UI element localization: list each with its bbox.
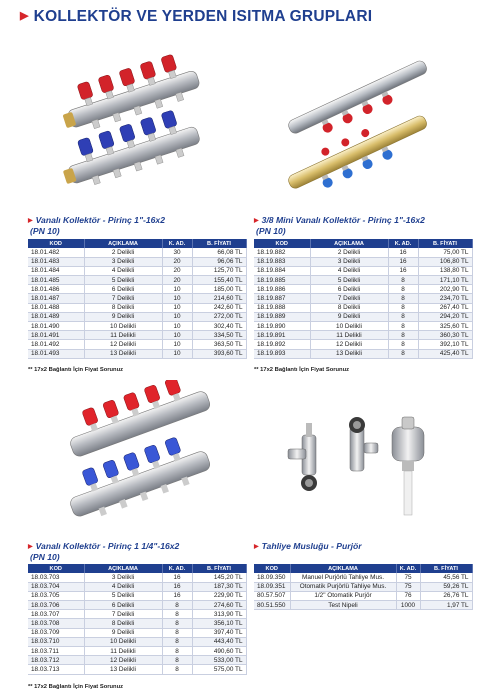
product-code-cell: 18.01.482 [28, 248, 84, 257]
price-cell: 393,60 TL [192, 349, 246, 358]
price-cell: 397,40 TL [192, 628, 246, 637]
price-cell: 1,97 TL [420, 601, 472, 610]
table-row [28, 665, 246, 674]
quantity-cell: 8 [162, 628, 192, 637]
table-header-row: KOD AÇIKLAMA K. AD. B. FİYATI [28, 239, 246, 248]
description-cell: 10 Delikli [84, 322, 162, 331]
quantity-cell: 75 [396, 573, 420, 582]
price-cell: 171,10 TL [418, 276, 472, 285]
price-cell: 490,60 TL [192, 647, 246, 656]
quantity-cell: 8 [162, 637, 192, 646]
description-cell: 13 Delikli [310, 349, 388, 358]
quantity-cell: 10 [162, 312, 192, 321]
quantity-cell: 20 [162, 266, 192, 275]
price-cell: 66,08 TL [192, 248, 246, 257]
table-row [28, 285, 246, 294]
quantity-cell: 8 [388, 303, 418, 312]
table-row [28, 601, 246, 610]
table-row [254, 294, 472, 303]
product-code-cell: 18.01.483 [28, 257, 84, 266]
table-row [254, 276, 472, 285]
quantity-cell: 20 [162, 257, 192, 266]
quantity-cell: 8 [162, 665, 192, 674]
table-row [28, 248, 246, 257]
description-cell: 7 Delikli [310, 294, 388, 303]
product-code-cell: 18.19.890 [254, 322, 310, 331]
table-row [28, 656, 246, 665]
table-row [28, 322, 246, 331]
product-code-cell: 18.19.883 [254, 257, 310, 266]
price-cell: 185,00 TL [192, 285, 246, 294]
product-code-cell: 18.01.490 [28, 322, 84, 331]
quantity-cell: 10 [162, 331, 192, 340]
price-cell: 145,20 TL [192, 573, 246, 582]
product-code-cell: 80.51.550 [254, 601, 290, 610]
description-cell: 4 Delikli [84, 582, 162, 591]
table-row [254, 248, 472, 257]
table-row [28, 266, 246, 275]
table-row [28, 637, 246, 646]
table-row [28, 340, 246, 349]
arrow-icon: ▶ [20, 10, 29, 22]
page-title [20, 8, 372, 26]
price-cell: 294,20 TL [418, 312, 472, 321]
quantity-cell: 10 [162, 322, 192, 331]
description-cell: 2 Delikli [310, 248, 388, 257]
price-cell: 229,90 TL [192, 591, 246, 600]
price-cell: 45,56 TL [420, 573, 472, 582]
quantity-cell: 10 [162, 349, 192, 358]
price-cell: 96,06 TL [192, 257, 246, 266]
product-code-cell: 18.09.350 [254, 573, 290, 582]
product-code-cell: 18.01.488 [28, 303, 84, 312]
table-row [254, 601, 472, 610]
quantity-cell: 1000 [396, 601, 420, 610]
product-code-cell: 18.01.489 [28, 312, 84, 321]
description-cell: 13 Delikli [84, 665, 162, 674]
quantity-cell: 8 [388, 312, 418, 321]
quantity-cell: 8 [388, 340, 418, 349]
price-cell: 313,90 TL [192, 610, 246, 619]
price-cell: 125,70 TL [192, 266, 246, 275]
product-code-cell: 18.19.882 [254, 248, 310, 257]
table-row [254, 340, 472, 349]
product-code-cell: 18.03.703 [28, 573, 84, 582]
quantity-cell: 20 [162, 276, 192, 285]
section-heading-4: ▶ Tahliye Musluğu - Purjör [254, 541, 362, 551]
table-row [28, 610, 246, 619]
table-row [28, 312, 246, 321]
quantity-cell: 8 [388, 322, 418, 331]
table-row [28, 619, 246, 628]
description-cell: 12 Delikli [310, 340, 388, 349]
price-cell: 425,40 TL [418, 349, 472, 358]
product-code-cell: 18.03.704 [28, 582, 84, 591]
section-heading-3: ▶ Vanalı Kollektör - Pirinç 1 1/4"-16x2 (PN 10) [28, 541, 180, 562]
description-cell: 8 Delikli [84, 303, 162, 312]
quantity-cell: 16 [162, 582, 192, 591]
price-cell: 575,00 TL [192, 665, 246, 674]
price-cell: 302,40 TL [192, 322, 246, 331]
price-table-4 [254, 564, 473, 610]
price-cell: 106,80 TL [418, 257, 472, 266]
table-header-row: KOD AÇIKLAMA K. AD. B. FİYATI [254, 564, 472, 573]
page-title-text: KOLLEKTÖR VE YERDEN ISITMA GRUPLARI [33, 8, 373, 25]
quantity-cell: 10 [162, 294, 192, 303]
manifold-image-1 [60, 50, 210, 200]
note-text-3: ** 17x2 Bağlantı İçin Fiyat Sorunuz [28, 684, 124, 690]
description-cell: 3 Delikli [84, 573, 162, 582]
quantity-cell: 8 [388, 331, 418, 340]
quantity-cell: 8 [388, 276, 418, 285]
quantity-cell: 8 [162, 656, 192, 665]
table-row [28, 573, 246, 582]
table-row [254, 582, 472, 591]
description-cell: 3 Delikli [310, 257, 388, 266]
product-code-cell: 18.03.713 [28, 665, 84, 674]
price-cell: 274,60 TL [192, 601, 246, 610]
product-code-cell: 18.19.893 [254, 349, 310, 358]
triangle-bullet-icon: ▶ [254, 544, 259, 550]
table-row [254, 303, 472, 312]
product-code-cell: 18.09.351 [254, 582, 290, 591]
quantity-cell: 10 [162, 340, 192, 349]
description-cell: Manuel Purjörlü Tahliye Mus. [290, 573, 396, 582]
product-code-cell: 18.01.493 [28, 349, 84, 358]
quantity-cell: 10 [162, 285, 192, 294]
product-code-cell: 18.03.711 [28, 647, 84, 656]
description-cell: Otomatik Purjörlü Tahliye Mus. [290, 582, 396, 591]
quantity-cell: 30 [162, 248, 192, 257]
price-cell: 202,90 TL [418, 285, 472, 294]
price-cell: 272,00 TL [192, 312, 246, 321]
section-heading-1: ▶ Vanalı Kollektör - Pirinç 1"-16x2 (PN 10) [28, 215, 165, 236]
price-cell: 267,40 TL [418, 303, 472, 312]
note-text-1: ** 17x2 Bağlantı İçin Fiyat Sorunuz [28, 367, 124, 373]
quantity-cell: 8 [388, 349, 418, 358]
description-cell: 11 Delikli [84, 647, 162, 656]
table-row [28, 628, 246, 637]
product-code-cell: 18.03.709 [28, 628, 84, 637]
description-cell: 8 Delikli [84, 619, 162, 628]
product-code-cell: 80.57.507 [254, 591, 290, 600]
description-cell: 9 Delikli [84, 312, 162, 321]
price-cell: 392,10 TL [418, 340, 472, 349]
description-cell: 5 Delikli [84, 276, 162, 285]
description-cell: 9 Delikli [310, 312, 388, 321]
description-cell: 11 Delikli [84, 331, 162, 340]
description-cell: 12 Delikli [84, 340, 162, 349]
description-cell: 4 Delikli [84, 266, 162, 275]
table-header-row: KOD AÇIKLAMA K. AD. B. FİYATI [254, 239, 472, 248]
triangle-bullet-icon: ▶ [28, 218, 33, 224]
product-code-cell: 18.01.487 [28, 294, 84, 303]
product-code-cell: 18.03.708 [28, 619, 84, 628]
table-row [254, 591, 472, 600]
quantity-cell: 8 [162, 601, 192, 610]
description-cell: 2 Delikli [84, 248, 162, 257]
table-row [28, 294, 246, 303]
price-table-3 [28, 564, 247, 675]
manifold-image-2 [278, 48, 438, 198]
quantity-cell: 8 [162, 647, 192, 656]
product-code-cell: 18.19.892 [254, 340, 310, 349]
product-code-cell: 18.01.491 [28, 331, 84, 340]
product-code-cell: 18.01.484 [28, 266, 84, 275]
price-table-2 [254, 239, 473, 359]
drain-valve-image [282, 405, 442, 525]
quantity-cell: 16 [162, 591, 192, 600]
description-cell: 7 Delikli [84, 294, 162, 303]
table-row [254, 573, 472, 582]
table-row [254, 285, 472, 294]
triangle-bullet-icon: ▶ [28, 544, 33, 550]
product-code-cell: 18.03.710 [28, 637, 84, 646]
price-cell: 234,70 TL [418, 294, 472, 303]
product-code-cell: 18.19.887 [254, 294, 310, 303]
description-cell: 6 Delikli [84, 601, 162, 610]
description-cell: 4 Delikli [310, 266, 388, 275]
description-cell: 3 Delikli [84, 257, 162, 266]
price-cell: 187,30 TL [192, 582, 246, 591]
product-code-cell: 18.03.705 [28, 591, 84, 600]
price-cell: 155,40 TL [192, 276, 246, 285]
price-cell: 356,10 TL [192, 619, 246, 628]
table-row [28, 582, 246, 591]
description-cell: Test Nipeli [290, 601, 396, 610]
product-code-cell: 18.19.884 [254, 266, 310, 275]
description-cell: 5 Delikli [84, 591, 162, 600]
triangle-bullet-icon: ▶ [254, 218, 259, 224]
price-cell: 75,00 TL [418, 248, 472, 257]
table-row [254, 312, 472, 321]
product-code-cell: 18.19.889 [254, 312, 310, 321]
description-cell: 12 Delikli [84, 656, 162, 665]
table-header-row: KOD AÇIKLAMA K. AD. B. FİYATI [28, 564, 246, 573]
table-row [28, 331, 246, 340]
product-code-cell: 18.19.885 [254, 276, 310, 285]
table-row [254, 266, 472, 275]
quantity-cell: 16 [388, 248, 418, 257]
table-row [254, 257, 472, 266]
table-row [28, 276, 246, 285]
product-code-cell: 18.01.486 [28, 285, 84, 294]
quantity-cell: 8 [162, 610, 192, 619]
product-code-cell: 18.01.485 [28, 276, 84, 285]
table-row [28, 591, 246, 600]
price-cell: 363,50 TL [192, 340, 246, 349]
price-cell: 26,76 TL [420, 591, 472, 600]
price-cell: 533,00 TL [192, 656, 246, 665]
price-cell: 242,60 TL [192, 303, 246, 312]
product-code-cell: 18.03.707 [28, 610, 84, 619]
quantity-cell: 10 [162, 303, 192, 312]
price-cell: 325,60 TL [418, 322, 472, 331]
note-text-2: ** 17x2 Bağlantı İçin Fiyat Sorunuz [254, 367, 350, 373]
description-cell: 5 Delikli [310, 276, 388, 285]
description-cell: 9 Delikli [84, 628, 162, 637]
product-code-cell: 18.03.706 [28, 601, 84, 610]
quantity-cell: 8 [162, 619, 192, 628]
quantity-cell: 16 [388, 266, 418, 275]
product-code-cell: 18.01.492 [28, 340, 84, 349]
product-code-cell: 18.19.888 [254, 303, 310, 312]
quantity-cell: 8 [388, 294, 418, 303]
description-cell: 10 Delikli [310, 322, 388, 331]
table-row [254, 322, 472, 331]
description-cell: 8 Delikli [310, 303, 388, 312]
section-heading-2: ▶ 3/8 Mini Vanalı Kollektör - Pirinç 1"-16x2 (PN 10) [254, 215, 425, 236]
price-cell: 214,60 TL [192, 294, 246, 303]
quantity-cell: 8 [388, 285, 418, 294]
manifold-image-3 [60, 380, 220, 530]
quantity-cell: 76 [396, 591, 420, 600]
price-cell: 59,26 TL [420, 582, 472, 591]
quantity-cell: 75 [396, 582, 420, 591]
description-cell: 6 Delikli [84, 285, 162, 294]
table-row [28, 349, 246, 358]
price-cell: 334,50 TL [192, 331, 246, 340]
description-cell: 13 Delikli [84, 349, 162, 358]
price-cell: 443,40 TL [192, 637, 246, 646]
quantity-cell: 16 [388, 257, 418, 266]
product-code-cell: 18.19.886 [254, 285, 310, 294]
table-row [28, 647, 246, 656]
description-cell: 7 Delikli [84, 610, 162, 619]
price-cell: 138,80 TL [418, 266, 472, 275]
product-code-cell: 18.19.891 [254, 331, 310, 340]
table-row [28, 257, 246, 266]
table-row [254, 349, 472, 358]
table-row [28, 303, 246, 312]
product-code-cell: 18.03.712 [28, 656, 84, 665]
price-cell: 360,30 TL [418, 331, 472, 340]
description-cell: 1/2" Otomatik Purjör [290, 591, 396, 600]
description-cell: 6 Delikli [310, 285, 388, 294]
description-cell: 11 Delikli [310, 331, 388, 340]
price-table-1 [28, 239, 247, 359]
table-row [254, 331, 472, 340]
description-cell: 10 Delikli [84, 637, 162, 646]
quantity-cell: 16 [162, 573, 192, 582]
